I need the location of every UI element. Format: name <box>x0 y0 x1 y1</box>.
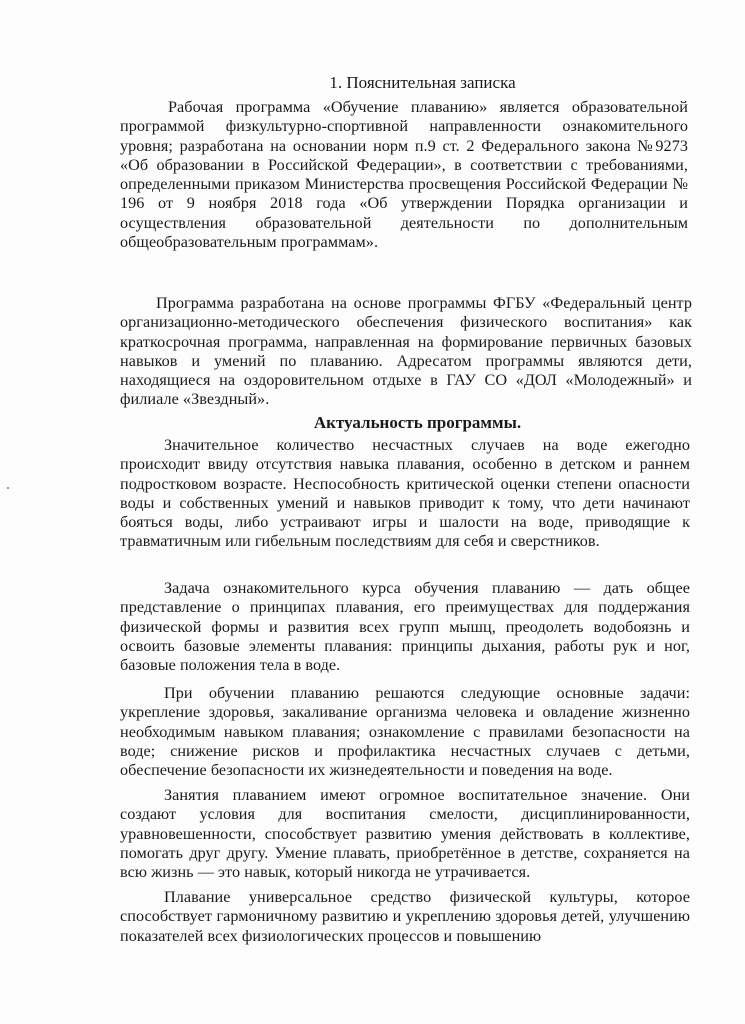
paragraph-educational-value: Занятия плаванием имеют огромное воспитательное значение. Они создают условия для воспитания смелости, дисциплинированности, уравновешенности, способствует развитию умения действовать в коллективе, помогать друг другу. Умение плавать, приобретённое в детстве, сохраняется на всю жизнь — это навык, который никогда не утрачивается. <box>120 786 690 882</box>
paragraph-accidents: Значительное количество несчастных случаев на воде ежегодно происходит ввиду отсутствия навыка плавания, особенно в детском и раннем подростковом возрасте. Неспособность критической оценки степени опасности воды и собственных умений и навыков приводит к тому, что дети начинают бояться воды, либо устраивают игры и шалости на воде, приводящие к травматичным или гибельным последствиям для себя и сверстников. <box>120 436 690 551</box>
section-title: 1. Пояснительная записка <box>329 73 516 92</box>
heading-relevance: Актуальность программы. <box>313 413 522 432</box>
paragraph-course-goal: Задача ознакомительного курса обучения плаванию — дать общее представление о принципах плавания, его преимуществах для поддержания физической формы и развития всех групп мышц, преодолеть водобоязнь и освоить базовые элементы плавания: принципы дыхания, работы рук и ног, базовые положения тела в воде. <box>120 579 690 675</box>
paragraph-program-description: Рабочая программа «Обучение плаванию» является образовательной программой физкультурно-спортивной направленности ознакомительного уровня; разработана на основании норм п.9 ст. 2 Федерального закона №9273 «Об образовании в Российской Федерации», в соответствии с требованиями, определенными приказом Министерства просвещения Российской Федерации № 196 от 9 ноября 2018 года «Об утверждении Порядка организации и осуществления образовательной деятельности по дополнительным общеобразовательным программам». <box>120 98 688 252</box>
paragraph-tasks: При обучении плаванию решаются следующие основные задачи: укрепление здоровья, закаливание организма человека и овладение жизненно необходимым навыком плавания; ознакомление с правилами безопасности на воде; снижение рисков и профилактика несчастных случаев с детьми, обеспечение безопасности их жизнедеятельности и поведения на воде. <box>120 684 690 780</box>
paragraph-universal-means: Плавание универсальное средство физической культуры, которое способствует гармоничному развитию и укреплению здоровья детей, улучшению показателей всех физиологических процессов и повышению <box>120 888 690 945</box>
paragraph-program-basis: Программа разработана на основе программы ФГБУ «Федеральный центр организационно-методического обеспечения физического воспитания» как краткосрочная программа, направленная на формирование первичных базовых навыков и умений по плаванию. Адресатом программы являются дети, находящиеся на оздоровительном отдыхе в ГАУ СО «ДОЛ «Молодежный» и филиале «Звездный». <box>120 294 692 409</box>
scan-speck <box>7 487 9 489</box>
